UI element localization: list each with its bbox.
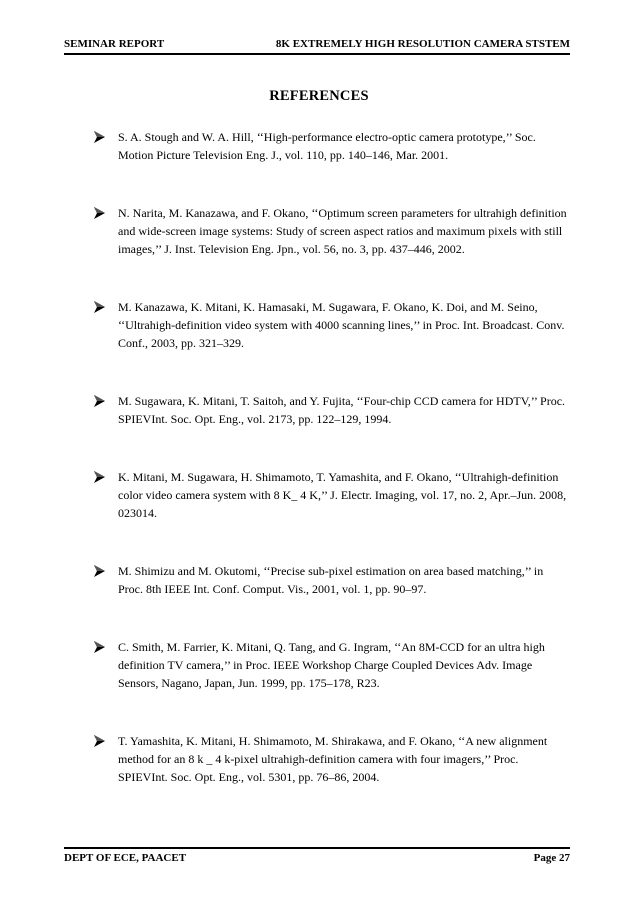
reference-text: S. A. Stough and W. A. Hill, ‘‘High-performance electro-optic camera prototype,’’ Soc. Motion Picture Television Eng. J., vol. 110, pp. 140–146, Mar. 2001. bbox=[118, 130, 536, 162]
page-number: Page 27 bbox=[533, 852, 570, 864]
header-report-title: 8K EXTREMELY HIGH RESOLUTION CAMERA STSTEM bbox=[275, 38, 570, 50]
arrow-bullet-icon bbox=[94, 301, 105, 313]
arrow-bullet-icon bbox=[94, 471, 105, 483]
list-item bbox=[94, 204, 570, 258]
reference-text: M. Shimizu and M. Okutomi, ‘‘Precise sub-pixel estimation on area based matching,’’ in Proc. 8th IEEE Int. Conf. Comput. Vis., 2001, vol. 1, pp. 90–97. bbox=[118, 564, 544, 596]
arrow-bullet-icon bbox=[94, 735, 105, 747]
reference-text: M. Kanazawa, K. Mitani, K. Hamasaki, M. Sugawara, F. Okano, K. Doi, and M. Seino, ‘‘Ultrahigh-definition video system with 4000 scanning lines,’’ in Proc. Int. Broadcast. Conv. Conf., 2003, pp. 321–329. bbox=[118, 300, 565, 350]
reference-text: K. Mitani, M. Sugawara, H. Shimamoto, T. Yamashita, and F. Okano, ‘‘Ultrahigh-definition color video camera system with 8 K_ 4 K,’’ J. Electr. Imaging, vol. 17, no. 2, Apr.–Jun. 2008, 023014. bbox=[118, 470, 567, 520]
list-item bbox=[94, 562, 570, 598]
page-footer bbox=[64, 852, 570, 868]
list-item bbox=[94, 298, 570, 352]
header-divider bbox=[64, 53, 570, 55]
list-item bbox=[94, 732, 570, 786]
reference-list bbox=[94, 128, 570, 826]
list-item bbox=[94, 392, 570, 428]
footer-divider bbox=[64, 847, 570, 849]
arrow-bullet-icon bbox=[94, 207, 105, 219]
list-item bbox=[94, 638, 570, 692]
arrow-bullet-icon bbox=[94, 565, 105, 577]
reference-text: T. Yamashita, K. Mitani, H. Shimamoto, M. Shirakawa, and F. Okano, ‘‘A new alignment method for an 8 k _ 4 k-pixel ultrahigh-definition camera with four imagers,’’ Proc. SPIEVInt. Soc. Opt. Eng., vol. 5301, pp. 76–86, 2004. bbox=[118, 734, 548, 784]
page-header bbox=[64, 38, 570, 54]
footer-department: DEPT OF ECE, PAACET bbox=[64, 852, 187, 864]
arrow-bullet-icon bbox=[94, 131, 105, 143]
list-item bbox=[94, 468, 570, 522]
header-report-label: SEMINAR REPORT bbox=[64, 38, 165, 50]
reference-text: C. Smith, M. Farrier, K. Mitani, Q. Tang, and G. Ingram, ‘‘An 8M-CCD for an ultra high definition TV camera,’’ in Proc. IEEE Workshop Charge Coupled Devices Adv. Image Sensors, Nagano, Japan, Jun. 1999, pp. 175–178, R23. bbox=[118, 640, 545, 690]
reference-text: N. Narita, M. Kanazawa, and F. Okano, ‘‘Optimum screen parameters for ultrahigh definition and wide-screen image systems: Study of screen aspect ratios and maximum pixels with still images,’’ J. Inst. Television Eng. Jpn., vol. 56, no. 3, pp. 437–446, 2002. bbox=[118, 206, 567, 256]
list-item bbox=[94, 128, 570, 164]
arrow-bullet-icon bbox=[94, 641, 105, 653]
reference-text: M. Sugawara, K. Mitani, T. Saitoh, and Y. Fujita, ‘‘Four-chip CCD camera for HDTV,’’ Proc. SPIEVInt. Soc. Opt. Eng., vol. 2173, pp. 122–129, 1994. bbox=[118, 394, 566, 426]
page-title: REFERENCES bbox=[269, 88, 369, 104]
arrow-bullet-icon bbox=[94, 395, 105, 407]
